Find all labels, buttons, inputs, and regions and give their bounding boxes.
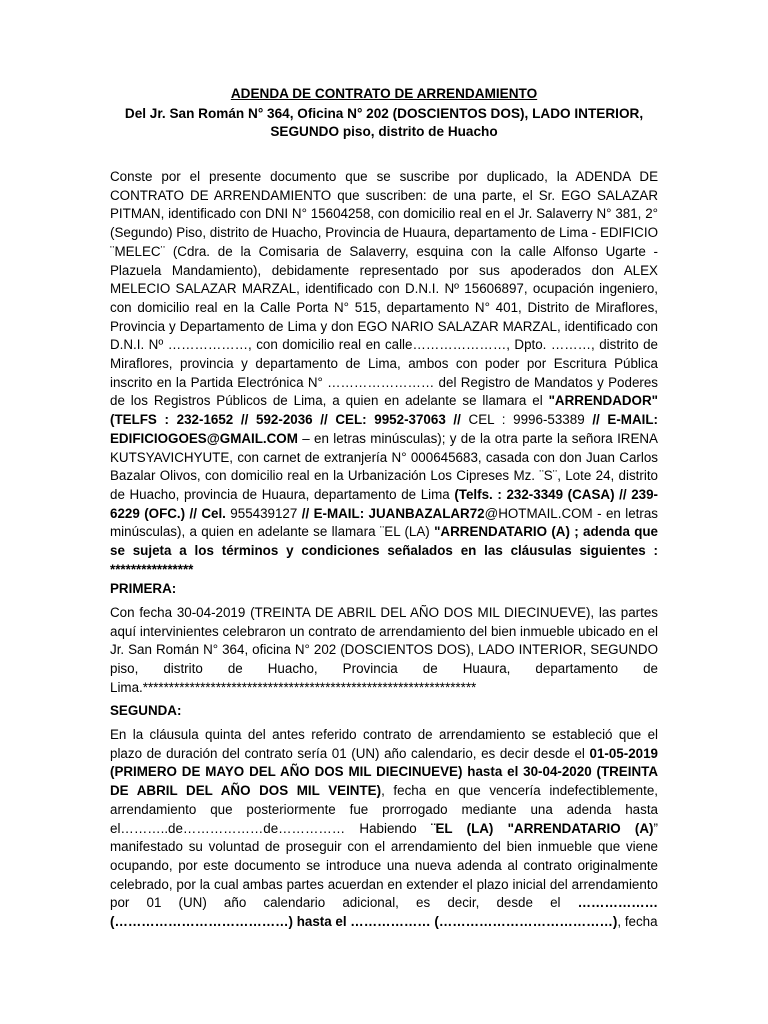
primera-heading: PRIMERA: xyxy=(110,581,177,596)
intro-paragraph: Conste por el presente documento que se suscribe por duplicado, la ADENDA DE CONTRATO DE ARRENDAMIENTO que suscriben: de una parte, el Sr. EGO SALAZAR PITMAN, identificado con DNI N° 15604258, con domicilio real en el Jr. Salaverry N° 381, 2° (Segundo) Piso, distrito de Huacho, Provincia de Huaura, departamento de Lima - EDIFICIO ¨MELEC¨ (Cdra. de la Comisaria de Salaverry, esquina con la calle Alfonso Ugarte - Plazuela Mandamiento), debidamente representado por sus apoderados don ALEX MELECIO SALAZAR MARZAL, identificado con D.N.I. Nº 15606897, ocupación ingeniero, con domicilio real en la Calle Porta N° 515, departamento N° 401, Distrito de Miraflores, Provincia y Departamento de Lima y don EGO NARIO SALAZAR MARZAL, identificado con D.N.I. Nº ………………, con domicilio real en calle…………………, Dpto. ………, distrito de Miraflores, provincia y departamento de Lima, ambos con poder por Escritura Pública inscrito en la Partida Electrónica N° …………………… del Registro de Mandatos y Poderes de los Registros Públicos de Lima, a quien en adelante se llamara el "ARRENDADOR" (TELFS : 232-1652 // 592-2036 // CEL: 9952-37063 // CEL : 9996-53389 // E-MAIL: EDIFICIOGOES@GMAIL.COM – en letras minúsculas); y de la otra parte la señora IRENA KUTSYAVICHYUTE, con carnet de extranjería N° 000645683, casada con don Juan Carlos Bazalar Olivos, con domicilio real en la Urbanización Los Cipreses Mz. ¨S¨, Lote 24, distrito de Huacho, provincia de Huaura, departamento de Lima (Telfs. : 232-3349 (CASA) // 239-6229 (OFC.) // Cel. 955439127 // E-MAIL: JUANBAZALAR72@HOTMAIL.COM - en letras minúsculas), a quien en adelante se llamara ¨EL (LA) "ARRENDATARIO (A) ; adenda que se sujeta a los términos y condiciones señalados en las cláusulas siguientes : **************** xyxy=(110,169,658,577)
segunda-paragraph: En la cláusula quinta del antes referido contrato de arrendamiento se estableció que el plazo de duración del contrato sería 01 (UN) año calendario, es decir desde el 01-05-2019 (PRIMERO DE MAYO DEL AÑO DOS MIL DIECINUEVE) hasta el 30-04-2020 (TREINTA DE ABRIL DEL AÑO DOS MIL VEINTE), fecha en que vencería indefectiblemente, arrendamiento que posteriormente fue prorrogado mediante una adenda hasta el………..de………………de…………… Habiendo ¨EL (LA) "ARRENDATARIO (A)” manifestado su voluntad de proseguir con el arrendamiento del bien inmueble que viene ocupando, por este documento se introduce una nueva adenda al contrato originalmente celebrado, por la cual ambas partes acuerdan en extender el plazo inicial del arrendamiento por 01 (UN) año calendario adicional, es decir, desde el ……………… (…………………………………) hasta el ……………… (…………………………………), fecha xyxy=(110,727,659,930)
document-subtitle-line1: Del Jr. San Román N° 364, Oficina N° 202 (DOSCIENTOS DOS), LADO INTERIOR, xyxy=(124,106,644,121)
segunda-heading: SEGUNDA: xyxy=(110,703,182,718)
primera-paragraph: Con fecha 30-04-2019 (TREINTA DE ABRIL DEL AÑO DOS MIL DIECINUEVE), las partes aquí intervinientes celebraron un contrato de arrendamiento del bien inmueble ubicado en el Jr. San Román N° 364, oficina N° 202 (DOSCIENTOS DOS), LADO INTERIOR, SEGUNDO piso, distrito de Huacho, Provincia de Huaura, departamento de Lima.**************************************************************** xyxy=(110,605,658,695)
document-subtitle-line2: SEGUNDO piso, distrito de Huacho xyxy=(270,124,498,139)
document-title: ADENDA DE CONTRATO DE ARRENDAMIENTO xyxy=(230,86,538,101)
